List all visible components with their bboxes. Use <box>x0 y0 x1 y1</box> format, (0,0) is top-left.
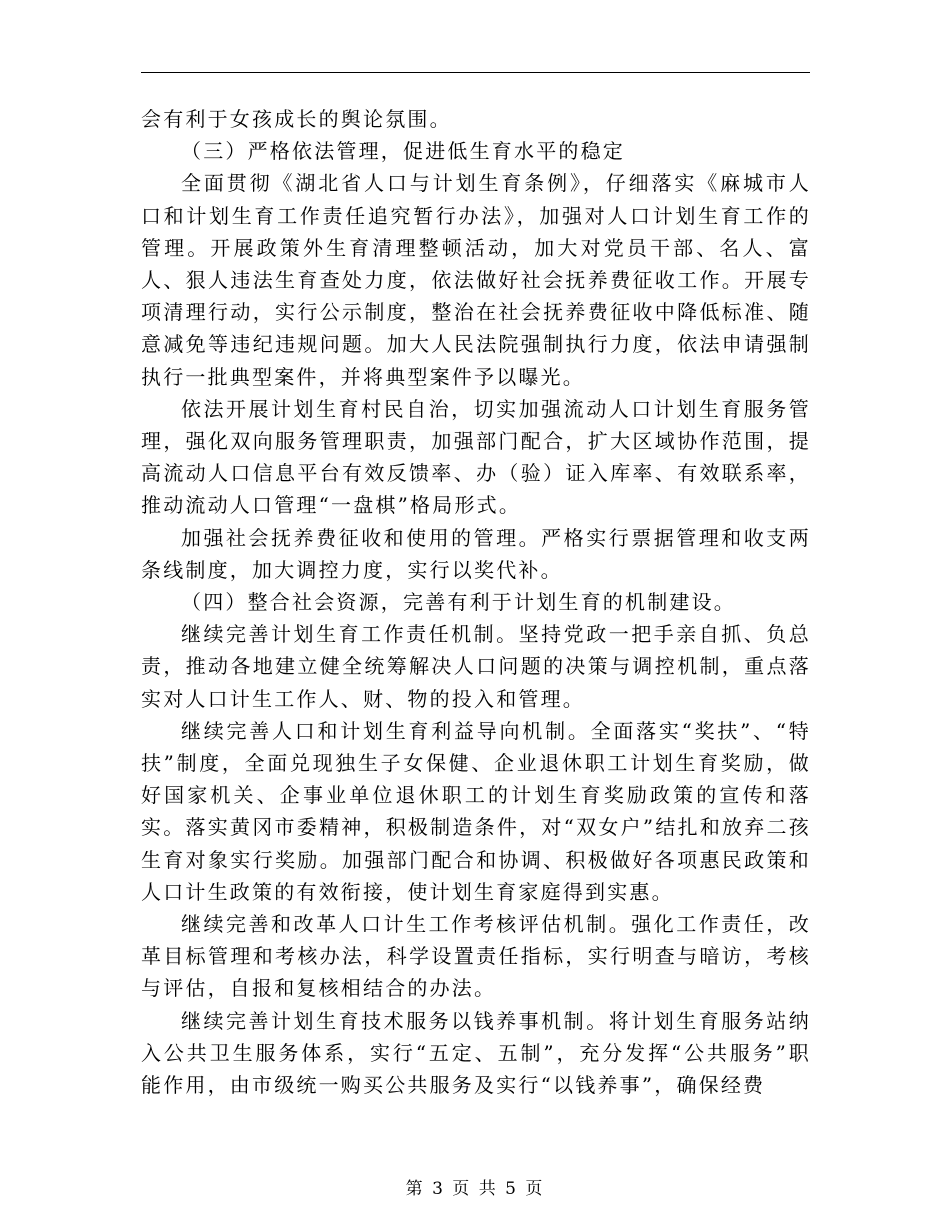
section-heading-3: （三）严格依法管理，促进低生育水平的稳定 <box>181 139 625 164</box>
paragraph-continuation: 会有利于女孩成长的舆论氛围。 <box>141 107 452 131</box>
paragraph: 全面贯彻《湖北省人口与计划生育条例》，仔细落实《麻城市人口和计划生育工作责任追究暂行办法》，加强对人口计划生育工作的管理。开展政策外生育清理整顿活动，加大对党员干部、名人、富人、狠人违法生育查处力度，依法做好社会抚养费征收工作。开展专项清理行动，实行公示制度，整治在社会抚养费征收中降低标准、随意减免等违纪违规问题。加大人民法院强制执行力度，依法申请强制执行一批典型案件，并将典型案件予以曝光。 <box>141 171 811 389</box>
paragraph: 继续完善人口和计划生育利益导向机制。全面落实“奖扶”、“特扶”制度，全面兑现独生子女保健、企业退休职工计划生育奖励，做好国家机关、企事业单位退休职工的计划生育奖励政策的宣传和落实。落实黄冈市委精神，积极制造条件，对“双女户”结扎和放弃二孩生育对象实行奖励。加强部门配合和协调、积极做好各项惠民政策和人口计生政策的有效衔接，使计划生育家庭得到实惠。 <box>141 718 811 904</box>
paragraph: 依法开展计划生育村民自治，切实加强流动人口计划生育服务管理，强化双向服务管理职责，加强部门配合，扩大区域协作范围，提高流动人口信息平台有效反馈率、办（验）证入库率、有效联系率，推动流动人口管理“一盘棋”格局形式。 <box>141 396 811 518</box>
paragraph: 加强社会抚养费征收和使用的管理。严格实行票据管理和收支两条线制度，加大调控力度，实行以奖代补。 <box>141 525 811 582</box>
header-rule <box>141 72 810 73</box>
paragraph: 继续完善和改革人口计生工作考核评估机制。强化工作责任，改革目标管理和考核办法，科学设置责任指标，实行明查与暗访，考核与评估，自报和复核相结合的办法。 <box>141 912 811 1001</box>
page-number-footer: 第 3 页 共 5 页 <box>405 1179 545 1199</box>
section-heading-4: （四）整合社会资源，完善有利于计划生育的机制建设。 <box>181 590 736 615</box>
paragraph: 继续完善计划生育技术服务以钱养事机制。将计划生育服务站纳入公共卫生服务体系，实行“五定、五制”，充分发挥“公共服务”职能作用，由市级统一购买公共服务及实行“以钱养事”，确保经费 <box>141 1008 811 1098</box>
paragraph: 继续完善计划生育工作责任机制。坚持党政一把手亲自抓、负总责，推动各地建立健全统筹解决人口问题的决策与调控机制，重点落实对人口计生工作人、财、物的投入和管理。 <box>141 622 811 711</box>
document-body <box>141 103 811 1101</box>
